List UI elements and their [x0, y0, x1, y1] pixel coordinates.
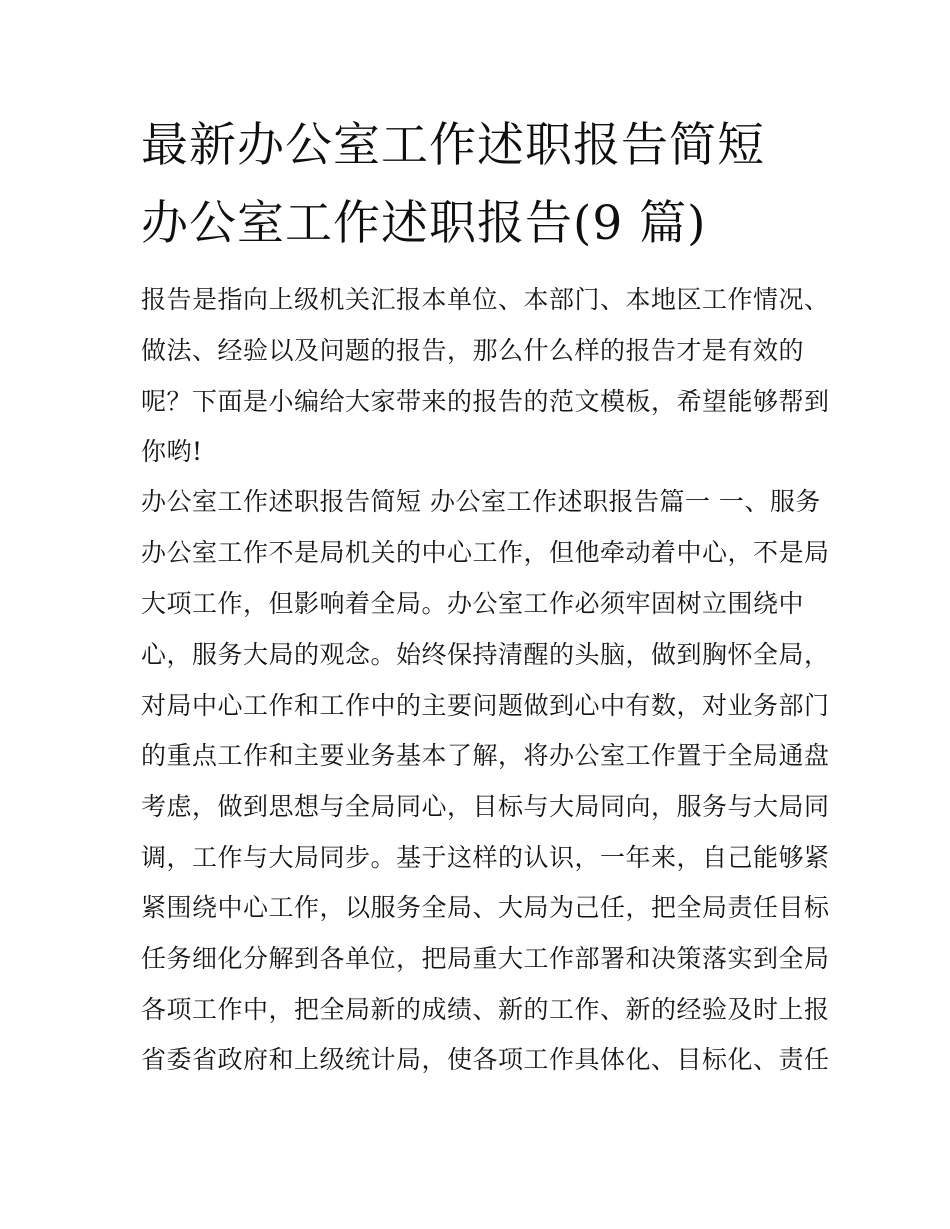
body-text-line: 办公室工作不是局机关的中心工作，但他牵动着中心，不是局 — [141, 538, 830, 567]
body-text-line: 省委省政府和上级统计局，使各项工作具体化、目标化、责任 — [141, 1045, 830, 1074]
body-text-line: 你哟! — [141, 437, 203, 466]
body-text-line: 大项工作，但影响着全局。办公室工作必须牢固树立围绕中 — [141, 589, 805, 618]
body-text-line: 心，服务大局的观念。始终保持清醒的头脑，做到胸怀全局， — [141, 640, 830, 669]
body-text-line: 调，工作与大局同步。基于这样的认识，一年来，自己能够紧 — [141, 843, 830, 872]
body-text-line: 报告是指向上级机关汇报本单位、本部门、本地区工作情况、 — [141, 285, 830, 314]
body-text-line: 对局中心工作和工作中的主要问题做到心中有数，对业务部门 — [141, 691, 830, 720]
body-text-line: 呢？下面是小编给大家带来的报告的范文模板，希望能够帮到 — [141, 387, 830, 416]
document-title-line-2: 办公室工作述职报告(9 篇) — [141, 196, 707, 251]
body-text-line: 任务细化分解到各单位，把局重大工作部署和决策落实到全局 — [141, 944, 830, 973]
document-title-line-1: 最新办公室工作述职报告简短 — [141, 118, 765, 173]
body-text-line: 的重点工作和主要业务基本了解，将办公室工作置于全局通盘 — [141, 741, 830, 770]
body-text-line: 各项工作中，把全局新的成绩、新的工作、新的经验及时上报 — [141, 995, 830, 1024]
body-text-line: 办公室工作述职报告简短 办公室工作述职报告篇一 一、服务 — [141, 487, 821, 516]
body-text-line: 考虑，做到思想与全局同心，目标与大局同向，服务与大局同 — [141, 792, 830, 821]
body-text-line: 做法、经验以及问题的报告，那么什么样的报告才是有效的 — [141, 336, 805, 365]
body-text-line: 紧围绕中心工作，以服务全局、大局为己任，把全局责任目标 — [141, 893, 830, 922]
